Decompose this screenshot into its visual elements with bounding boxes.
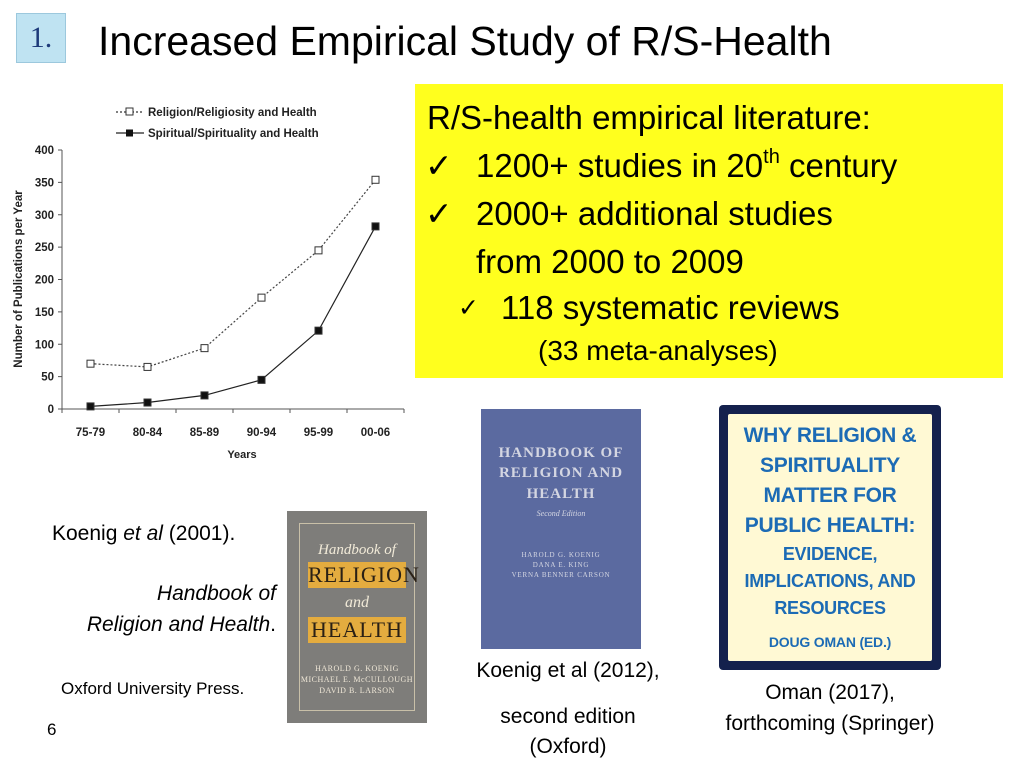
cover-author: HAROLD G. KOENIG	[521, 551, 601, 559]
cover-title-line: RESOURCES	[774, 598, 886, 618]
book-cover-oman-2017	[719, 405, 941, 670]
page-number: 6	[47, 720, 57, 739]
x-tick-label: 00-06	[360, 427, 391, 439]
book2-caption-2: second edition	[500, 705, 636, 728]
cover-author: DANA E. KING	[532, 560, 590, 569]
data-point-1	[258, 376, 265, 383]
book-cover-handbook-2012	[481, 409, 641, 649]
callout-heading: R/S-health empirical literature:	[427, 99, 871, 136]
data-point-1	[315, 327, 322, 334]
slide-number-badge	[16, 13, 66, 63]
book-cover-handbook-2001	[287, 511, 427, 723]
cover-author: DAVID B. LARSON	[319, 685, 395, 695]
cover-author: HAROLD G. KOENIG	[315, 664, 399, 673]
cover-title-line: WHY RELIGION &	[743, 424, 917, 447]
legend-label-religion: Religion/Religiosity and Health	[148, 107, 317, 119]
book3-caption-1: Oman (2017),	[765, 681, 895, 704]
cover-title-line: SPIRITUALITY	[760, 454, 900, 477]
cover-title-line: and	[345, 594, 369, 611]
callout-subitem	[458, 289, 840, 326]
data-point-0	[372, 176, 379, 183]
y-tick-label: 250	[34, 242, 54, 255]
book1-caption-publisher: Oxford University Press.	[61, 679, 245, 698]
cover-title-line: PUBLIC HEALTH:	[744, 514, 916, 537]
legend-label-spiritual: Spiritual/Spirituality and Health	[148, 128, 319, 140]
data-point-0	[258, 294, 265, 301]
cover-title-line: HEALTH	[308, 617, 406, 643]
y-tick-label: 200	[34, 274, 54, 287]
data-point-0	[201, 345, 208, 352]
check-icon: ✓	[425, 194, 453, 233]
book3-caption-2: forthcoming (Springer)	[725, 712, 935, 735]
cover-author: MICHAEL E. McCULLOUGH	[300, 674, 414, 684]
cover-authors	[481, 551, 641, 580]
cover-title: HANDBOOK OF RELIGION AND HEALTH	[498, 445, 624, 502]
x-tick-label: 85-89	[189, 427, 220, 439]
cover-authors	[300, 664, 414, 696]
callout-item-2	[425, 194, 833, 233]
callout-item-1-text: 1200+ studies in 20th century	[476, 146, 898, 184]
chart-svg	[12, 100, 422, 470]
data-point-1	[87, 403, 94, 410]
cover-author: VERNA BENNER CARSON	[511, 570, 611, 579]
data-point-1	[144, 399, 151, 406]
slide-number: 1.	[29, 21, 53, 54]
check-icon: ✓	[425, 146, 453, 185]
publications-chart	[12, 100, 422, 470]
chart-x-axis-label: Years	[227, 449, 257, 461]
data-point-1	[372, 223, 379, 230]
book1-caption-title2: Religion and Health.	[86, 613, 276, 636]
x-tick-label: 95-99	[303, 427, 334, 439]
chart-legend	[116, 107, 319, 140]
y-tick-label: 150	[34, 306, 54, 319]
x-tick-label: 80-84	[132, 427, 163, 439]
cover-title-line: IMPLICATIONS, AND	[744, 571, 916, 591]
x-tick-label: 75-79	[75, 427, 106, 439]
book1-caption-title1: Handbook of	[156, 582, 276, 605]
data-point-0	[87, 360, 94, 367]
callout-item-2-line2: from 2000 to 2009	[476, 243, 744, 280]
legend-marker-religion	[126, 108, 133, 115]
cover-title-line: MATTER FOR	[763, 484, 897, 507]
cover-edition: Second Edition	[536, 509, 586, 518]
x-tick-label: 90-94	[246, 427, 277, 439]
y-tick-label: 400	[34, 145, 54, 157]
y-tick-label: 350	[34, 177, 54, 190]
legend-marker-spiritual	[126, 130, 133, 137]
y-tick-label: 300	[34, 209, 54, 222]
series-line-0	[91, 180, 376, 367]
chart-y-axis-label: Number of Publications per Year	[13, 190, 25, 368]
callout-subitem-text: 118 systematic reviews	[501, 289, 840, 326]
cover-title-line: Handbook of	[318, 542, 396, 558]
data-point-0	[144, 363, 151, 370]
book2-caption-1: Koenig et al (2012),	[476, 659, 660, 682]
slide-title: Increased Empirical Study of R/S-Health	[98, 18, 832, 64]
check-icon: ✓	[458, 293, 479, 322]
cover-title-line: EVIDENCE,	[782, 544, 878, 564]
y-tick-label: 0	[47, 404, 54, 416]
series-line-1	[91, 226, 376, 406]
data-point-0	[315, 247, 322, 254]
callout-item-2-text: 2000+ additional studies	[476, 195, 833, 232]
cover-editor: DOUG OMAN (ED.)	[768, 634, 892, 650]
y-tick-label: 100	[34, 339, 54, 352]
callout-subitem-note: (33 meta-analyses)	[538, 335, 778, 366]
y-tick-label: 50	[41, 371, 54, 384]
book-cover-frame	[299, 523, 420, 711]
book2-caption-3: (Oxford)	[529, 735, 607, 758]
callout-item-1	[425, 146, 898, 185]
literature-callout	[415, 84, 1003, 378]
book1-caption-citation: Koenig et al (2001).	[52, 522, 236, 545]
data-point-1	[201, 392, 208, 399]
cover-title-line: RELIGION	[308, 562, 420, 587]
book-cover-face	[728, 414, 932, 661]
